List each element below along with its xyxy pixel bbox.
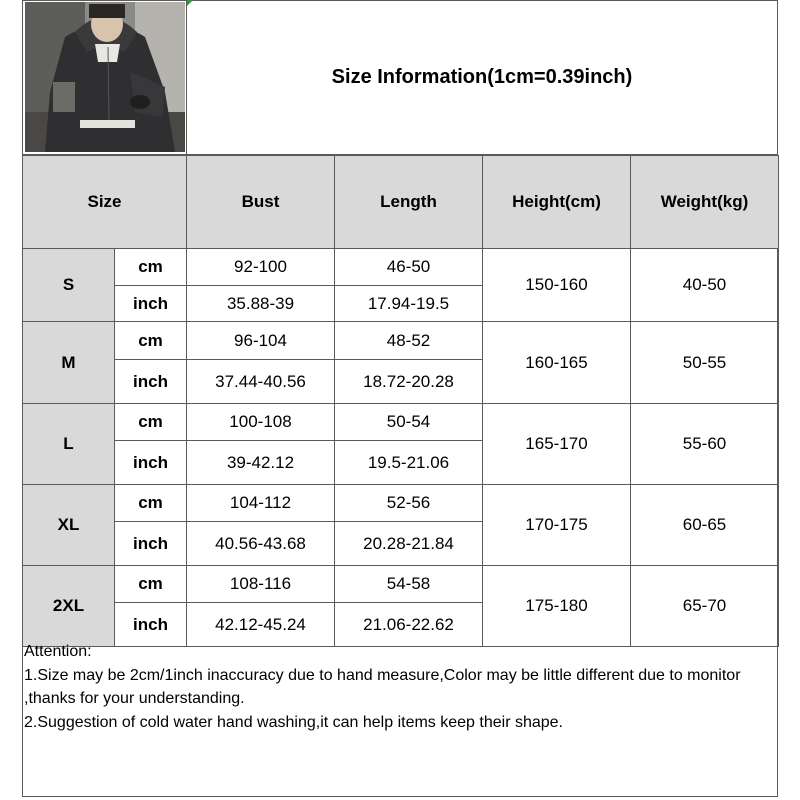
header-height: Height(cm)	[483, 156, 631, 249]
weight-range: 55-60	[631, 404, 779, 485]
model-photo-illustration	[25, 2, 185, 152]
height-range: 160-165	[483, 322, 631, 404]
unit-inch: inch	[115, 603, 187, 647]
height-range: 170-175	[483, 485, 631, 566]
bust-cm: 108-116	[187, 566, 335, 603]
size-label: 2XL	[23, 566, 115, 647]
height-range: 175-180	[483, 566, 631, 647]
size-table	[22, 155, 779, 647]
table-header-row	[23, 156, 779, 249]
bust-cm: 92-100	[187, 249, 335, 286]
weight-range: 50-55	[631, 322, 779, 404]
size-label: M	[23, 322, 115, 404]
height-range: 150-160	[483, 249, 631, 322]
unit-cm: cm	[115, 485, 187, 522]
header-length: Length	[335, 156, 483, 249]
weight-range: 65-70	[631, 566, 779, 647]
attention-notes	[24, 640, 776, 734]
height-range: 165-170	[483, 404, 631, 485]
unit-inch: inch	[115, 441, 187, 485]
length-inch: 19.5-21.06	[335, 441, 483, 485]
unit-cm: cm	[115, 249, 187, 286]
weight-range: 60-65	[631, 485, 779, 566]
bust-cm: 96-104	[187, 322, 335, 360]
bust-cm: 104-112	[187, 485, 335, 522]
bust-inch: 39-42.12	[187, 441, 335, 485]
bust-cm: 100-108	[187, 404, 335, 441]
page-title: Size Information(1cm=0.39inch)	[331, 66, 633, 88]
size-label: XL	[23, 485, 115, 566]
attention-note-2: 2.Suggestion of cold water hand washing,it can help items keep their shape.	[24, 713, 563, 731]
length-cm: 48-52	[335, 322, 483, 360]
table-row	[23, 566, 779, 603]
length-inch: 18.72-20.28	[335, 360, 483, 404]
attention-heading: Attention:	[24, 643, 92, 660]
table-row	[23, 485, 779, 522]
attention-note-1: 1.Size may be 2cm/1inch inaccuracy due to hand measure,Color may be little different due to monitor ,thanks for your understanding.	[24, 666, 741, 707]
unit-cm: cm	[115, 566, 187, 603]
table-row	[23, 249, 779, 286]
length-cm: 46-50	[335, 249, 483, 286]
unit-inch: inch	[115, 522, 187, 566]
bust-inch: 37.44-40.56	[187, 360, 335, 404]
header-size: Size	[23, 156, 187, 249]
length-cm: 54-58	[335, 566, 483, 603]
length-inch: 20.28-21.84	[335, 522, 483, 566]
bust-inch: 35.88-39	[187, 286, 335, 322]
bust-inch: 42.12-45.24	[187, 603, 335, 647]
length-cm: 50-54	[335, 404, 483, 441]
unit-cm: cm	[115, 404, 187, 441]
size-label: L	[23, 404, 115, 485]
length-inch: 17.94-19.5	[335, 286, 483, 322]
unit-inch: inch	[115, 286, 187, 322]
length-cm: 52-56	[335, 485, 483, 522]
unit-inch: inch	[115, 360, 187, 404]
bust-inch: 40.56-43.68	[187, 522, 335, 566]
product-photo	[25, 2, 185, 152]
weight-range: 40-50	[631, 249, 779, 322]
table-row	[23, 322, 779, 360]
header-bust: Bust	[187, 156, 335, 249]
header-weight: Weight(kg)	[631, 156, 779, 249]
length-inch: 21.06-22.62	[335, 603, 483, 647]
size-label: S	[23, 249, 115, 322]
table-row	[23, 404, 779, 441]
unit-cm: cm	[115, 322, 187, 360]
